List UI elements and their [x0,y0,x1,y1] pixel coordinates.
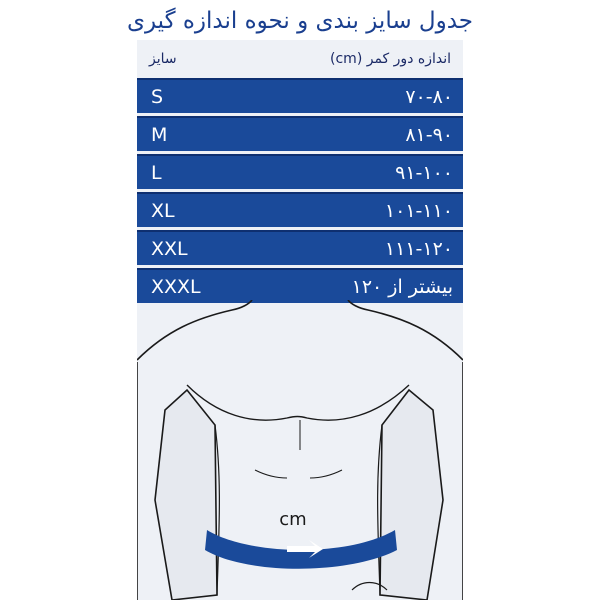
header-measure-label: اندازه دور کمر (cm) [330,50,451,67]
rib-line [310,470,342,478]
table-row [137,78,463,113]
chest-outline [187,385,409,420]
table-row [137,192,463,227]
header-size-label: سایز [149,50,177,67]
brace-left-panel [155,390,217,600]
size-table [137,42,463,303]
unit-label: cm [279,509,307,530]
brace-right-panel [380,390,443,600]
size-cell: XL [151,199,175,222]
size-cell: M [151,123,168,146]
shoulder-outline [348,300,463,360]
size-cell: XXL [151,237,188,260]
shoulder-outline [137,300,252,360]
measure-cell: ۱۱۱-۱۲۰ [384,237,453,260]
measure-cell: ۸۱-۹۰ [405,123,453,146]
table-row [137,230,463,265]
measure-cell: ۹۱-۱۰۰ [395,161,453,184]
table-row [137,268,463,303]
measure-cell: ۷۰-۸۰ [405,85,453,108]
table-row [137,116,463,151]
page-title: جدول سایز بندی و نحوه اندازه گیری [126,8,474,34]
table-header [137,42,463,75]
size-cell: S [151,85,164,108]
measure-cell: ۱۰۱-۱۱۰ [384,199,453,222]
rib-line [255,470,287,478]
size-cell: L [151,161,162,184]
size-cell: XXXL [151,275,201,298]
torso-measurement-illustration [137,300,463,600]
table-row [137,154,463,189]
measure-cell: بیشتر از ۱۲۰ [351,275,453,298]
